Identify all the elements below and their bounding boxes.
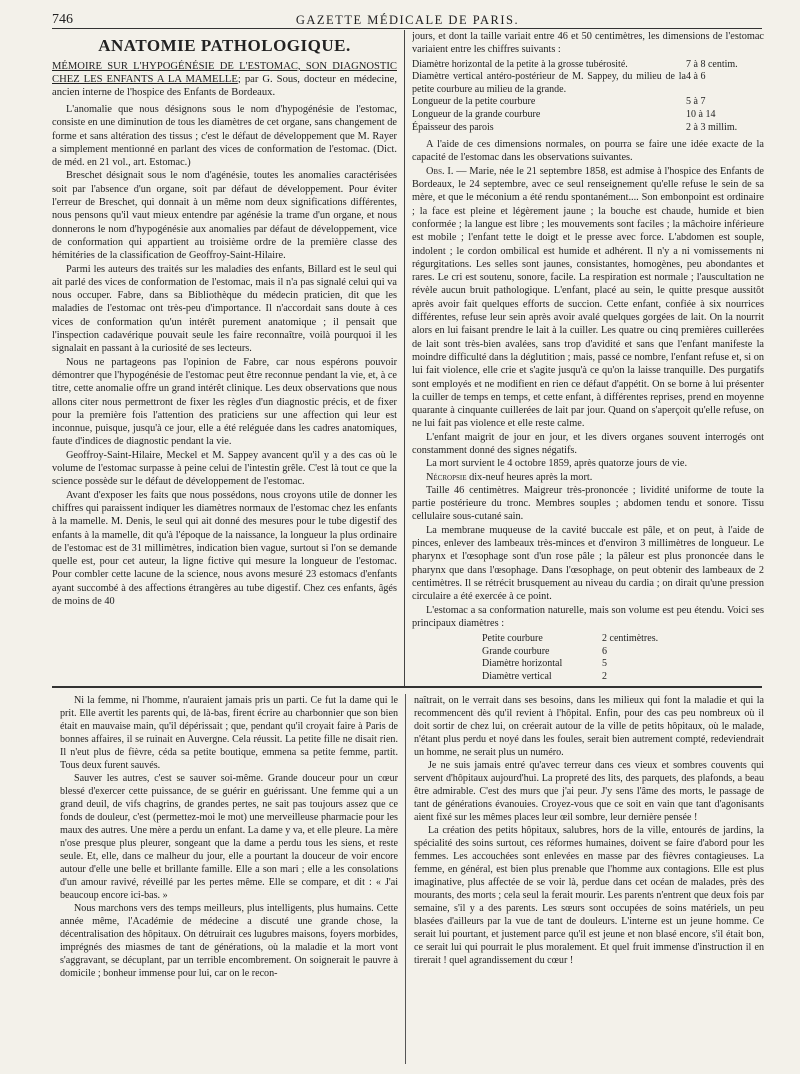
dimension-row: [412, 96, 764, 109]
observation-label: Obs. I.: [426, 165, 454, 177]
diameter-value: 2: [602, 670, 607, 682]
observation-text: — Marie, née le 21 septembre 1858, est admise à l'hospice des Enfants de Bordeaux, le 24 septembre, avec ce seul renseignement qu'elle refuse le sein de sa mère, et que le méconium a été rendu spontanément.... Son embonpoint est ordinaire ; la face est pleine et légèrement jaune ; la bouche est chaude, humide et bien conformée ; la langue est libre ; les mouvements sont faciles ; la mâchoire inférieure est mobile ; l'enfant tette le doigt et le presse avec force. L'abdomen est souple, indolent ; le cordon ombilical est humide et adhérent. Il n'y a ni vomissements ni régurgitations. Les selles sont jaunes, consistantes, homogènes, peu abondantes et rares. Le cri est soutenu, sonore, facile. La respiration est normale ; l'auscultation ne révèle aucun bruit pathologique. L'enfant, placé au sein, le quitte presque aussitôt après avoir fait quelques efforts de succion. Cette enfant, confiée à six nourrices différentes, refuse leur sein après avoir avalé quelques gorgées de lait. On la nourrit alors en lui faisant prendre le lait à la cuiller. Les quatre ou cinq premières cuillerées de lait sont très-bien avalées, sans trop d'avidité et sans que l'enfant manifeste la moindre difficulté dans la déglutition ; mais, passé ce nombre, l'enfant refuse et, si on lui fait violence, elle crie et s'agite jusqu'à ce qu'on la laisse tranquille. Des purgatifs sont employés et ne modifient en rien ce défaut d'appétit. On se borne à lui présenter la cuiller de temps en temps, et cette enfant, à différentes reprises, prend en moyenne quarante à cinquante cuillerées de lait par jour. Quand on s'aperçoit qu'elle refuse, on ne lui fait pas violence et elle reste calme.: [412, 165, 764, 430]
diameter-row: [482, 633, 764, 646]
left-column: [52, 60, 397, 682]
dimension-label: Épaisseur des parois: [412, 121, 494, 133]
dimension-value: 4 à 6: [686, 71, 706, 83]
stomach-diameters-table: [482, 633, 764, 682]
paragraph: Breschet désignait sous le nom d'agénésie, toutes les anomalies caractérisées soit par l'absence d'un organe, soit par défaut de développement. Pour éviter l'erreur de Breschet, qui donnait à un même nom deux significations différentes, nous pensons qu'il vaut mieux entendre par agénésie la trame d'un organe, et nous donnerons le nom d'hypogénésie aux anomalies par défaut de développement, vice de conformation qui appartient au troisième ordre de la première classe des hémitéries de la classification de Geoffroy-Saint-Hilaire.: [52, 170, 397, 262]
dimension-value: 7 à 8 centim.: [686, 58, 738, 70]
dimension-label: Longueur de la grande courbure: [412, 108, 541, 120]
page-header: [52, 6, 762, 29]
paragraph: L'anomalie que nous désignons sous le nom d'hypogénésie de l'estomac, consiste en une diminution de tous les diamètres de cet organe, sans changement de forme et sans altération des tissus ; c'est le défaut de développement que M. Rayer a simplement mentionné en parlant des vices de conformation de l'estomac. (Dict. de méd. en 21 vol., art. Estomac.): [52, 104, 397, 169]
dimension-row: [412, 122, 764, 135]
feuilleton-paragraph: Je ne suis jamais entré qu'avec terreur dans ces vieux et sombres couvents qui servent d'hôpitaux aujourd'hui. La propreté des lits, des parquets, des plafonds, a beau être admirable. C'est des murs que j'ai peur. J'y sens l'âme des morts, le passage de tant de générations évanouies. Croyez-vous que ce soit en vain que tant d'agonisants aient fixé sur les mêmes places leur œil sombre, leur dernière pensée !: [414, 760, 764, 823]
feuilleton-right-column: [414, 694, 764, 1064]
feuilleton-paragraph: Ni la femme, ni l'homme, n'auraient jamais pris un parti. Ce fut la dame qui le prit. Elle avertit les parents qui, de là-bas, firent écrire au charbonnier que son bien était en mauvaise main, qu'il dépérissait ; que, pendant qu'il croyait faire à Paris de bonnes affaires, il se ruinait en Auvergne. Cela réussit. La petite fille ne disait rien. Il n'eut plus de fièvre, céda sa petite boutique, emmena sa petite femme, partit. Tous deux furent sauvés.: [60, 695, 398, 771]
diameter-row: [482, 646, 764, 659]
diameter-label: Diamètre horizontal: [482, 658, 563, 670]
feuilleton-paragraph: naîtrait, on le verrait dans ses besoins, dans les milieux qui font la maladie et qui la recommencent dès qu'il revient à l'hôpital. Enfin, pour des cas peu nombreux où il doit sortir de chez lui, on créerait autour de la ville de petits hôpitaux, où le malade, n'étant plus perdu et noyé dans les foules, serait bien autrement compté, redeviendrait un homme, ne serait plus un numéro.: [414, 695, 764, 758]
necropsy-label: Nécropsie: [426, 471, 467, 483]
dimension-label: Longueur de la petite courbure: [412, 96, 536, 108]
necropsy-text: dix-neuf heures après la mort.: [466, 471, 593, 483]
dimension-label: Diamètre horizontal de la petite à la grosse tubérosité.: [412, 58, 628, 70]
dimension-label: Diamètre vertical antéro-postérieur de M. Sappey, du milieu de la petite courbure au milieu de la grande.: [412, 71, 686, 95]
diameter-label: Petite courbure: [482, 633, 543, 645]
diameter-label: Diamètre vertical: [482, 670, 552, 682]
dimension-row: [412, 59, 764, 72]
necropsy-paragraph: [412, 471, 764, 484]
journal-title: GAZETTE MÉDICALE DE PARIS.: [295, 13, 520, 27]
memoir-title: MÉMOIRE SUR L'HYPOGÉNÉSIE DE L'ESTOMAC, SON DIAGNOSTIC CHEZ LES ENFANTS A LA MAMELLE: [52, 61, 397, 85]
diameter-row: [482, 671, 764, 682]
paragraph: Nous ne partageons pas l'opinion de Fabre, car nous espérons pouvoir démontrer que l'hypogénésie de l'estomac peut être reconnue pendant la vie, et, à ce titre, cette anomalie offre un grand intérêt clinique. Les deux observations que nous allons citer nous permettront de fixer les règles d'un diagnostic précis, et de fixer pour la première fois l'attention des praticiens sur une affection qui leur est inconnue, puisque, jusqu'à ce jour, elle a été reléguée dans les cadres anatomiques, faute d'indices de diagnostic pendant la vie.: [52, 356, 397, 448]
feuilleton-divider: [52, 686, 762, 688]
paragraph: L'estomac a sa conformation naturelle, mais son volume est peu étendu. Voici ses principaux diamètres :: [412, 604, 764, 629]
page-number: 746: [52, 12, 73, 27]
diameter-value: 2 centimètres.: [602, 633, 659, 645]
paragraph: Avant d'exposer les faits que nous possédons, nous croyons utile de donner les chiffres qui paraissent indiquer les diamètres normaux de l'estomac chez les enfants à la mamelle. M. Denis, le seul qui ait donné des mesures pour le tube digestif des enfants à la mamelle, dit qu'à l'époque de la naissance, la longueur la plus ordinaire de l'estomac est de 31 millimètres, indication bien vague, surtout si l'on se demande quelle est, pour cet auteur, la ligne fictive qui mesure la longueur de l'estomac. Pour combler cette lacune de la science, nous avons mesuré 23 estomacs d'enfants ayant succombé à des affections étrangères au tube digestif. Chez ces enfants, âgés de moins de 40: [52, 489, 397, 607]
dimension-row: [412, 71, 764, 96]
paragraph: La membrane muqueuse de la cavité buccale est pâle, et on peut, à l'aide de pinces, enlever des lambeaux très-minces et d'environ 3 millimètres de longueur. Le pharynx et l'œsophage sont d'un rose pâle ; la pâleur est plus prononcée dans le pharynx que dans l'œsophage. Dans l'œsophage, on peut obtenir des lambeaux de 2 centimètres. Il se rétrécit brusquement au niveau du cardia ; on dirait qu'une pression circulaire a été exercée à ce point.: [412, 524, 764, 603]
feuilleton-paragraph: La création des petits hôpitaux, salubres, hors de la ville, entourés de jardins, la spécialité des soins surtout, ces réformes humaines, doivent se faire d'abord pour les femmes. Les accouchées sont enlevées en masse par des fièvres contagieuses. La femme, en général, est bien plus prenable que l'homme aux contagions. Elle est plus imaginative, plus affectée de se voir là, perdue dans cet océan de malades, près des mourants, des morts ; cela seul la ferait mourir. Les parents n'entrent que deux fois par semaine, s'il y a des parents. Les sœurs sont occupées de soins matériels, un peu blasées d'ailleurs par la vue de tant de douleurs. L'interne est un jeune homme. Ce serait lui pourtant, et justement parce qu'il est jeune et non blasé encore, s'il était bon, ce serait lui qui pourrait le plus moralement. Et quel fruit immense d'instruction il en tirerait ! quel agrandissement du cœur !: [414, 825, 764, 966]
paragraph: jours, et dont la taille variait entre 46 et 50 centimètres, les dimensions de l'estomac variaient entre les chiffres suivants :: [412, 31, 764, 56]
dimension-value: 2 à 3 millim.: [686, 121, 738, 133]
observation-paragraph: [412, 165, 764, 431]
feuilleton-column-divider: [405, 694, 406, 1064]
memoir-author: ; par G. Sous, docteur en médecine, ancien interne de l'hospice des Enfants de Bordeaux.: [52, 74, 397, 98]
paragraph: Taille 46 centimètres. Maigreur très-prononcée ; lividité uniforme de toute la partie postérieure du tronc. Membres souples ; abdomen tendu et sonore. Tissu cellulaire sous-cutané sain.: [412, 484, 764, 523]
dimension-row: [412, 109, 764, 122]
paragraph: La mort survient le 4 octobre 1859, après quatorze jours de vie.: [426, 458, 688, 470]
feuilleton-paragraph: Nous marchons vers des temps meilleurs, plus intelligents, plus humains. Cette année même, l'Académie de médecine a discuté une grande chose, la décentralisation des hôpitaux. On détruirait ces lugubres maisons, foyers morbides, imprégnés des miasmes de tant de générations, où la maladie et la mort vont s'aggravant, se décuplant, par un terrible encombrement. On soignerait le pauvre à domicile ; bonheur immense pour lui, car on le recon-: [60, 903, 398, 979]
dimension-value: 10 à 14: [686, 108, 716, 120]
dimension-value: 5 à 7: [686, 96, 706, 108]
paragraph: Parmi les auteurs des traités sur les maladies des enfants, Billard est le seul qui ait parlé des vices de conformation de l'estomac, mais il n'a pas signalé celui qui va nous occuper. Fabre, dans sa Bibliothèque du médecin praticien, dit que les maladies de l'estomac ont très-peu d'importance. Il n'accordait sans doute à ces vices de conformation qu'un intérêt purement anatomique ; il pensait que l'inspection cadavérique pouvait seule les faire reconnaître, voilà pourquoi il les signalait en passant à la curiosité de ses lecteurs.: [52, 263, 397, 355]
section-title: ANATOMIE PATHOLOGIQUE.: [98, 36, 351, 55]
paragraph: A l'aide de ces dimensions normales, on pourra se faire une idée exacte de la capacité de l'estomac dans les observations suivantes.: [412, 139, 764, 164]
paragraph: L'enfant maigrit de jour en jour, et les divers organes souvent interrogés ont constamment donné des signes négatifs.: [412, 431, 764, 456]
diameter-label: Grande courbure: [482, 645, 550, 657]
diameter-value: 5: [602, 658, 607, 670]
diameter-row: [482, 658, 764, 671]
normal-dimensions-table: [412, 59, 764, 135]
paragraph: Geoffroy-Saint-Hilaire, Meckel et M. Sappey avancent qu'il y a des cas où le volume de l'estomac surpasse à peine celui de l'intestin grêle. C'est là tout ce que la science possède sur le défaut de développement de l'estomac.: [52, 449, 397, 488]
memoir-heading: [52, 60, 397, 99]
right-column: [412, 30, 764, 682]
feuilleton-paragraph: Sauver les autres, c'est se sauver soi-même. Grande douceur pour un cœur blessé d'exercer cette puissance, de se guérir en guérissant. Une femme qui a un grand deuil, de vifs chagrins, de grandes pertes, ne sait pas toujours assez que ce fonds de douleur, c'est (permettez-moi le mot) une merveilleuse pharmacie pour les maux des autres. Une mère a perdu un enfant. La dame y va, et elle pleure. La mère n'ose presque plus pleurer, songeant que la dame a perdu tous les siens, et reste seule. Et, elle, dans ce malheur du jour, elle a pourtant la douceur de voir encore autour d'elle une belle et brillante famille. Elle a son mari ; elle a les consolations d'un amour ravivé, réveillé par les pertes même. Elle se compare, et dit : « J'ai beaucoup encore ici-bas. »: [60, 773, 398, 901]
diameter-value: 6: [602, 645, 607, 657]
column-divider: [404, 30, 405, 686]
feuilleton-left-column: [60, 694, 398, 1064]
